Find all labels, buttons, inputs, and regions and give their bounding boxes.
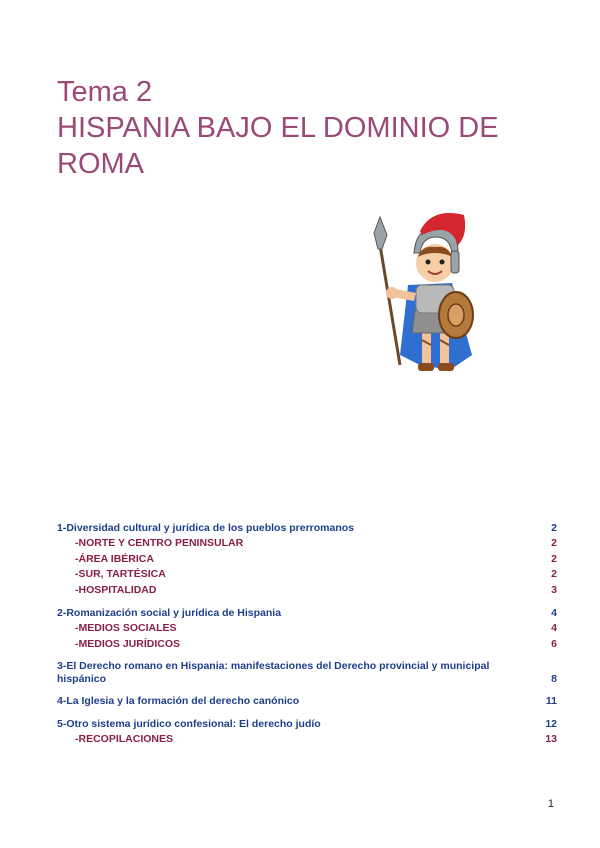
toc-label: -MEDIOS JURÍDICOS xyxy=(75,637,181,650)
toc-label: 2-Romanización social y jurídica de Hispania xyxy=(57,607,282,619)
toc-page: 4 xyxy=(551,622,557,634)
toc-page: 3 xyxy=(551,583,557,596)
toc-entry-2a[interactable] xyxy=(57,621,557,637)
toc-page: 6 xyxy=(551,637,557,650)
toc-label: -MEDIOS SOCIALES xyxy=(75,622,177,634)
toc-page: 2 xyxy=(551,537,557,549)
toc-entry-1d[interactable] xyxy=(57,583,557,599)
toc-entry-2[interactable] xyxy=(57,606,557,621)
toc-entry-1[interactable] xyxy=(57,521,557,536)
toc-entry-1b[interactable] xyxy=(57,552,557,568)
toc-entry-2b[interactable] xyxy=(57,637,557,653)
toc-page: 2 xyxy=(551,522,557,534)
toc-label: -RECOPILACIONES xyxy=(75,733,174,745)
toc-label: -ÁREA IBÉRICA xyxy=(75,552,154,565)
toc-label: -NORTE Y CENTRO PENINSULAR xyxy=(75,537,244,549)
toc-entry-3[interactable] xyxy=(57,660,557,686)
toc-label: 4-La Iglesia y la formación del derecho canónico xyxy=(57,695,300,707)
toc-page: 2 xyxy=(551,552,557,565)
toc-label: -HOSPITALIDAD xyxy=(75,583,157,596)
roman-soldier-illustration xyxy=(360,205,490,385)
toc-entry-1a[interactable] xyxy=(57,536,557,552)
toc-page: 11 xyxy=(545,695,557,707)
toc-entry-1c[interactable] xyxy=(57,567,557,583)
title-line-tema: Tema 2 xyxy=(57,76,153,108)
toc-label: 5-Otro sistema jurídico confesional: El derecho judío xyxy=(57,718,321,730)
toc-entry-4[interactable] xyxy=(57,694,557,709)
table-of-contents xyxy=(57,521,557,748)
toc-page: 8 xyxy=(551,673,557,685)
toc-label: -SUR, TARTÉSICA xyxy=(75,568,166,580)
toc-page: 2 xyxy=(551,568,557,580)
title-line-main: HISPANIA BAJO EL DOMINIO DE xyxy=(57,112,499,144)
toc-page: 13 xyxy=(545,733,557,745)
toc-page: 12 xyxy=(545,718,557,730)
toc-page: 4 xyxy=(551,607,557,619)
document-title xyxy=(57,74,557,182)
page-number: 1 xyxy=(547,798,554,810)
toc-label: 3-El Derecho romano en Hispania: manifestaciones del Derecho provincial y municipal hispánico xyxy=(57,660,490,685)
toc-entry-5a[interactable] xyxy=(57,732,557,748)
toc-label: 1-Diversidad cultural y jurídica de los pueblos prerromanos xyxy=(57,522,354,534)
title-line-main-cont: ROMA xyxy=(57,148,144,180)
toc-entry-5[interactable] xyxy=(57,717,557,732)
